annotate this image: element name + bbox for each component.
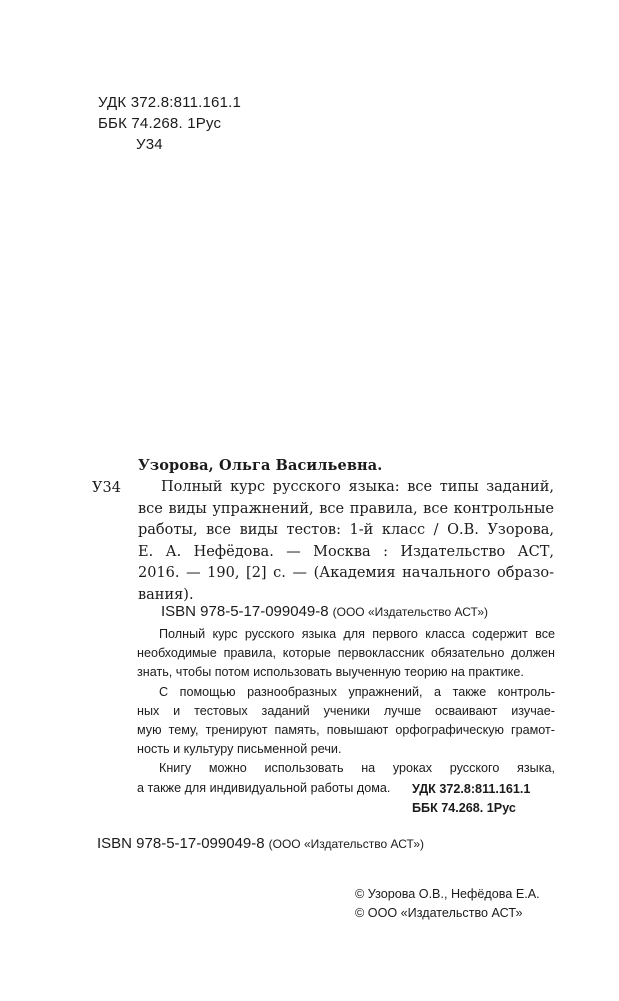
description-line: Полный курс русского языка: все типы заданий, — [161, 479, 554, 495]
footer-isbn-publisher: (ООО «Издательство АСТ») — [268, 837, 425, 851]
annotation-line: Книгу можно использовать на уроках русского языка, — [159, 761, 555, 776]
annotation-line: Полный курс русского языка для первого класса содержит все — [159, 627, 555, 641]
annotation-line: С помощью разнообразных упражнений, а также контроль- — [159, 684, 555, 699]
description-line: Е. А. Нефёдова. — Москва : Издательство АСТ, — [138, 543, 554, 560]
footer-isbn-number: ISBN 978-5-17-099049-8 — [97, 835, 265, 852]
description-line: вания). — [138, 586, 194, 603]
copyright-publisher: © ООО «Издательство АСТ» — [355, 906, 523, 920]
author-name: Узорова, Ольга Васильевна. — [138, 457, 383, 474]
annotation-line: необходимые правила, которые первоклассник обязательно должен — [137, 646, 555, 661]
annotation-line: ных и тестовых заданий ученики лучше осваивают изучае- — [137, 703, 555, 718]
udk-code: УДК 372.8:811.161.1 — [98, 94, 242, 111]
bibliographic-description — [138, 477, 554, 606]
annotation-bbk: ББК 74.268. 1Рус — [412, 801, 516, 815]
annotation-line: знать, чтобы потом использовать выученную теорию на практике. — [137, 665, 524, 680]
description-line: 2016. — 190, [2] с. — (Академия начального образо- — [138, 565, 554, 581]
isbn-number: ISBN 978-5-17-099049-8 — [161, 603, 329, 620]
description-line: все виды упражнений, все правила, все контрольные — [138, 500, 554, 517]
description-line: работы, все виды тестов: 1-й класс / О.В. Узорова, — [138, 522, 554, 538]
footer-isbn — [97, 835, 424, 853]
annotation-line: а также для индивидуальной работы дома. — [137, 780, 391, 795]
record-isbn — [161, 603, 488, 621]
copyright-authors: © Узорова О.В., Нефёдова Е.А. — [355, 887, 540, 901]
annotation-line: ность и культуру письменной речи. — [137, 742, 342, 757]
annotation-text — [137, 625, 555, 798]
isbn-publisher: (ООО «Издательство АСТ») — [332, 605, 489, 619]
annotation-udk: УДК 372.8:811.161.1 — [412, 782, 531, 796]
record-author-mark: У34 — [92, 480, 121, 496]
bbk-code: ББК 74.268. 1Рус — [98, 115, 222, 132]
author-mark: У34 — [136, 136, 163, 153]
annotation-line: мую тему, тренируют память, повышают орфографическую грамот- — [137, 723, 555, 738]
